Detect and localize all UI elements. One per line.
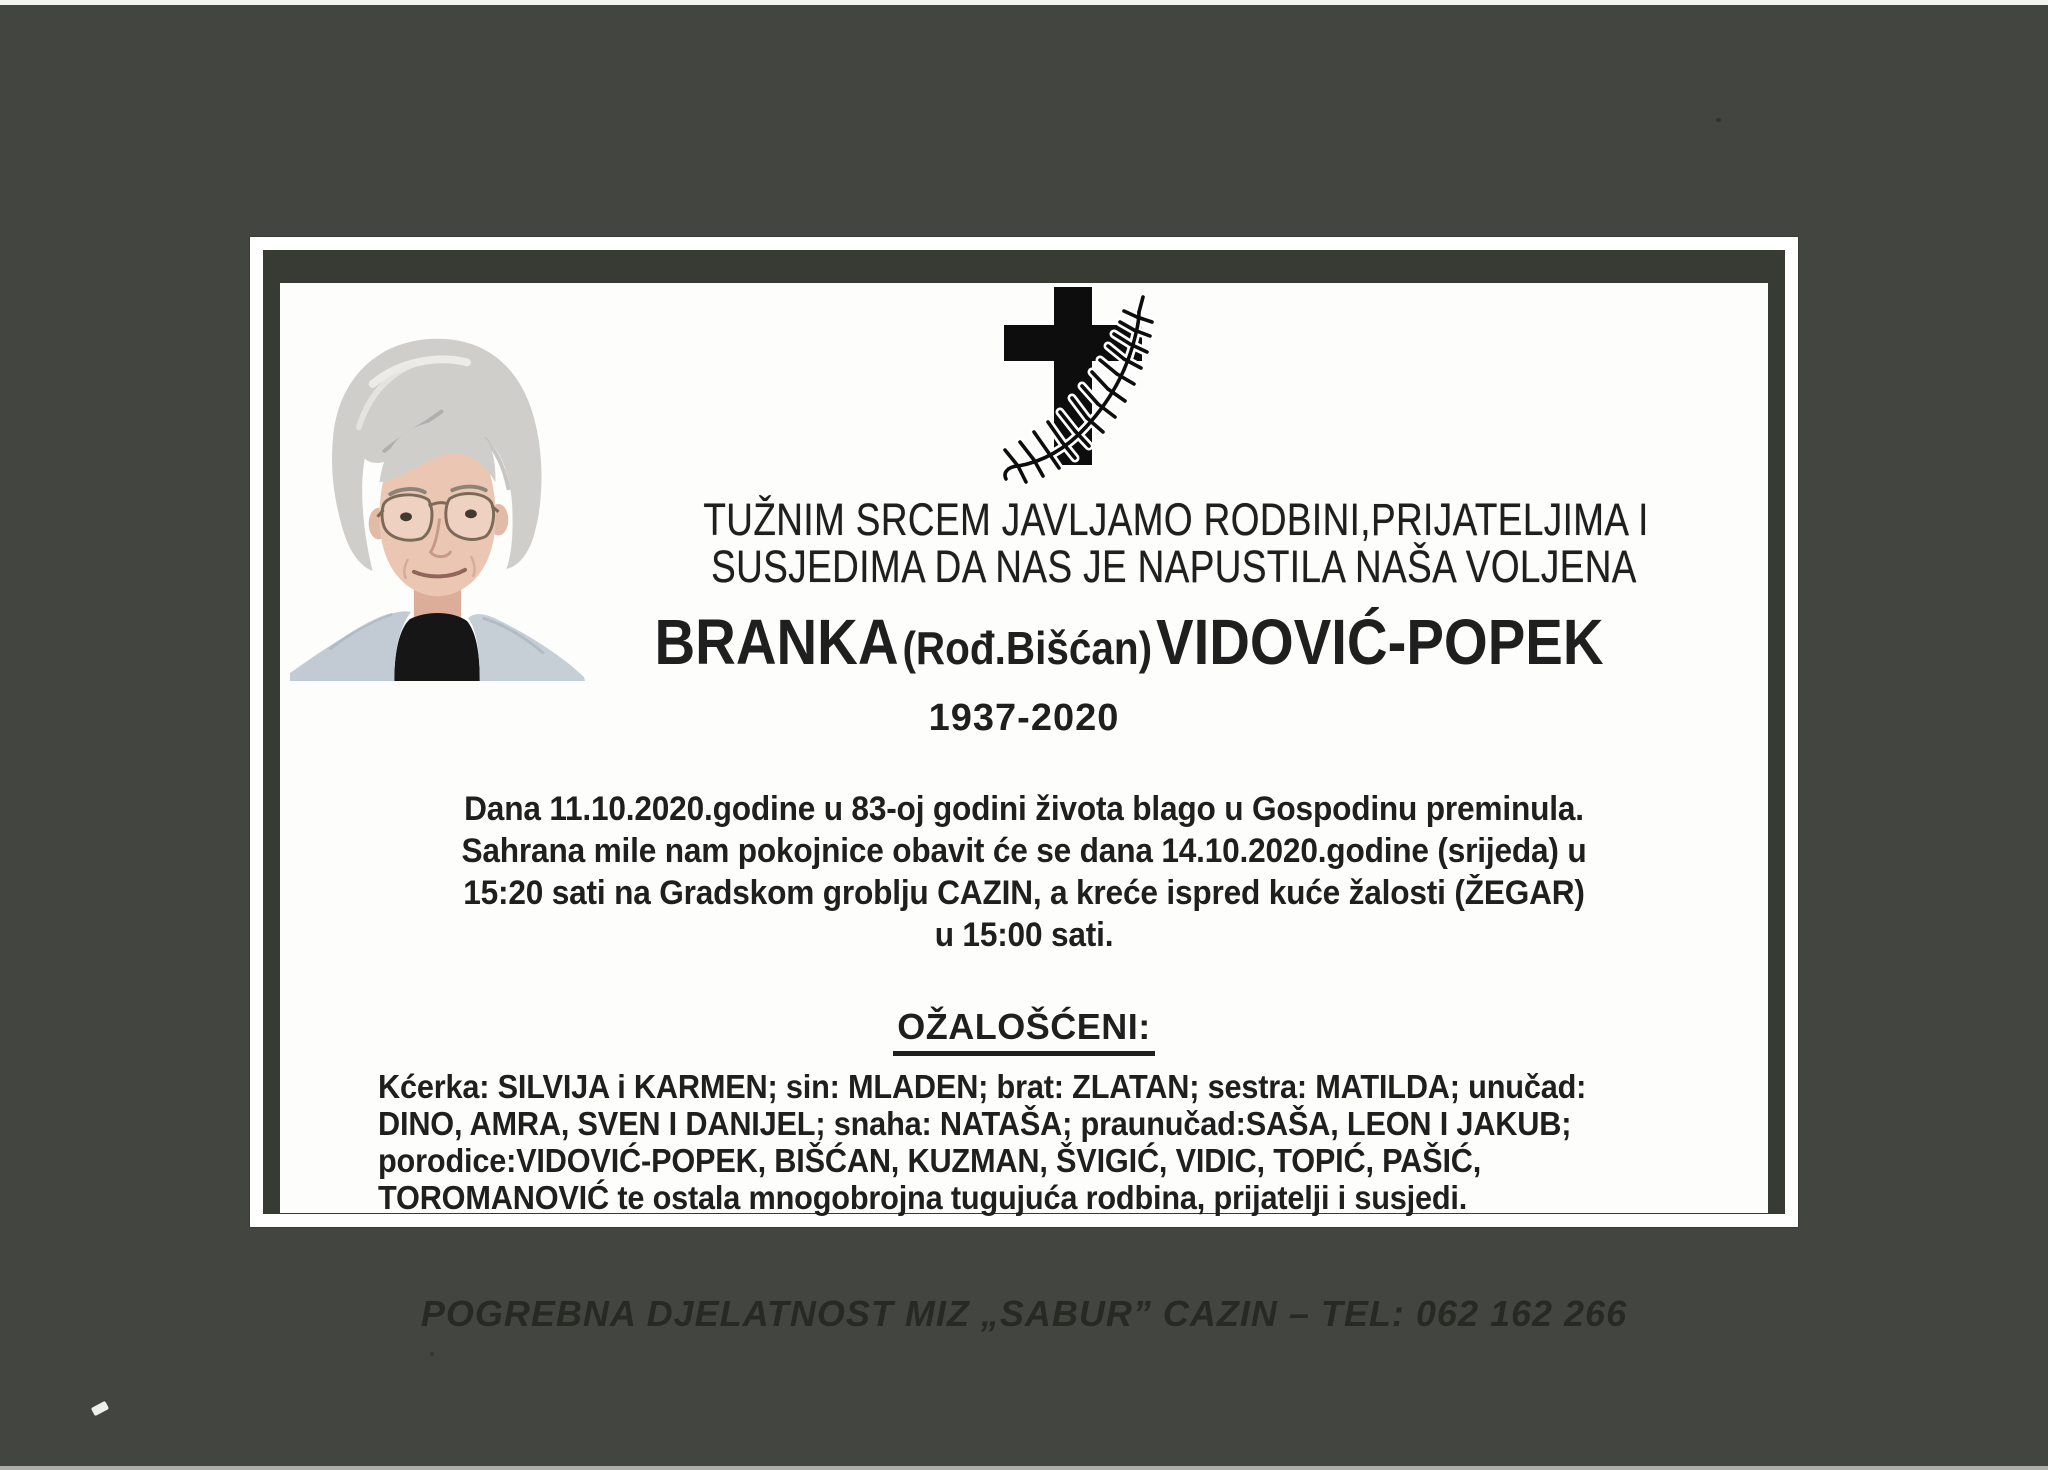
card-content [280,283,1768,1216]
intro-line: SUSJEDIMA DA NAS JE NAPUSTILA NAŠA VOLJENA [711,541,1637,592]
scan-artifact-speck [1716,118,1721,122]
deceased-name [593,604,1665,698]
years-of-life: 1937-2020 [928,697,1120,739]
funeral-announcement [280,788,1768,956]
deceased-portrait-photo [290,325,585,681]
card-frame-border [263,250,1785,1214]
mourners-line: porodice:VIDOVIĆ-POPEK, BIŠĆAN, KUZMAN, ŠVIGIĆ, VIDIC, TOPIĆ, PAŠIĆ, [378,1142,1482,1179]
announcement-line: 15:20 sati na Gradskom groblju CAZIN, a kreće ispred kuće žalosti (ŽEGAR) [463,874,1585,912]
mourners-line: DINO, AMRA, SVEN I DANIJEL; snaha: NATAŠA; praunučad:SAŠA, LEON I JAKUB; [378,1105,1572,1142]
intro-line: TUŽNIM SRCEM JAVLJAMO RODBINI,PRIJATELJIMA I [703,494,1649,545]
mourners-heading: OŽALOŠĆENI: [280,1006,1768,1056]
memorial-card [250,237,1798,1227]
cross-palm-frond-icon [990,283,1160,488]
deceased-last-name: VIDOVIĆ-POPEK [1156,606,1604,678]
deceased-maiden-name: (Rođ.Bišćan) [902,622,1153,674]
announcement-line: Dana 11.10.2020.godine u 83-oj godini života blago u Gospodinu preminula. [464,790,1584,828]
announcement-line: Sahrana mile nam pokojnice obavit će se dana 14.10.2020.godine (srijeda) u [461,832,1587,870]
mourners-line: TOROMANOVIĆ te ostala mnogobrojna tugujuća rodbina, prijatelji i susjedi. [378,1179,1468,1216]
announcement-line: u 15:00 sati. [934,916,1114,954]
scan-artifact-speck [430,1352,434,1356]
scan-artifact-top-strip [0,0,2048,5]
announcement-intro [600,496,1748,590]
mourners-list [280,1068,1768,1216]
funeral-home-footer: POGREBNA DJELATNOST MIZ „SABUR” CAZIN – TEL: 062 162 266 [420,1293,1628,1334]
deceased-first-name: BRANKA [654,606,899,678]
scan-artifact-speck [91,1401,109,1416]
mourners-line: Kćerka: SILVIJA i KARMEN; sin: MLADEN; brat: ZLATAN; sestra: MATILDA; unučad: [378,1068,1587,1105]
scan-artifact-bottom-strip [0,1466,2048,1470]
